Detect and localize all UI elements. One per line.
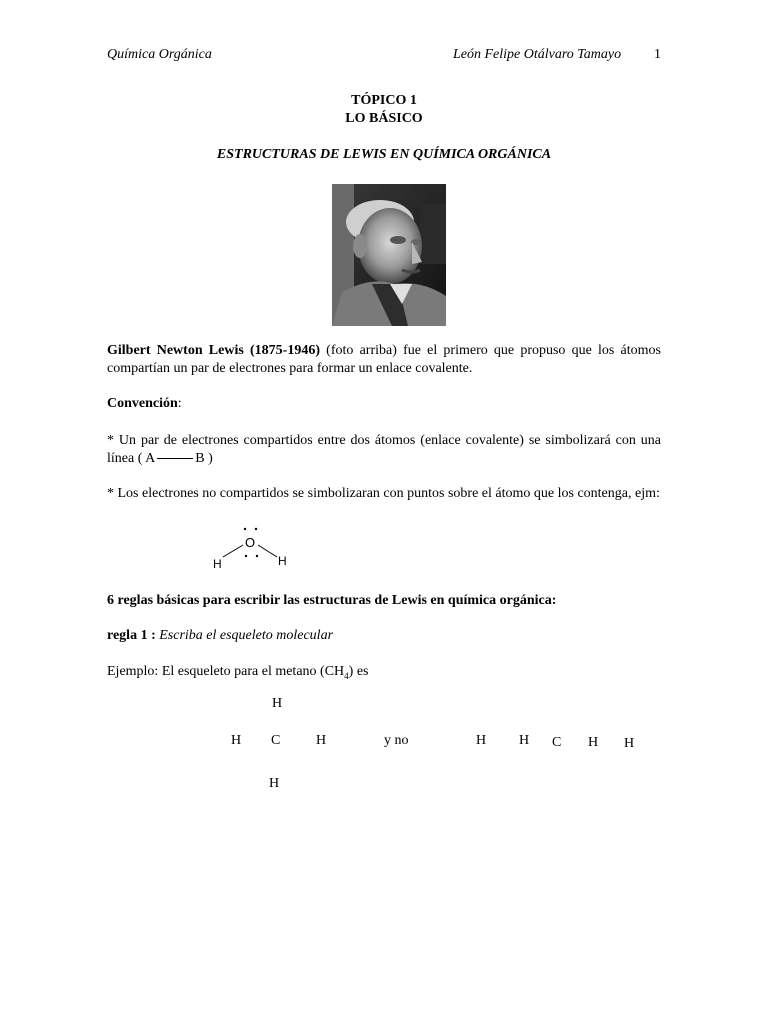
water-structure [205, 523, 295, 573]
wrong-skeleton-atom: C [552, 735, 562, 750]
convention-label: Convención [107, 396, 178, 411]
topic-title: TÓPICO 1 [351, 93, 417, 108]
methane-left-h: H [231, 733, 242, 748]
rule-1-text: Escriba el esqueleto molecular [159, 628, 334, 643]
rule-1 [107, 628, 333, 644]
methane-right-h: H [316, 733, 327, 748]
wrong-skeleton-atom: H [519, 733, 530, 748]
example-prefix: Ejemplo: El esqueleto para el metano (CH [107, 664, 345, 679]
convention-item-1-close: ) [208, 451, 213, 466]
bond-atom-b: B [195, 451, 205, 466]
example-suffix: ) es [348, 664, 369, 679]
water-oxygen: O [245, 535, 256, 550]
wrong-skeleton-atom: H [588, 735, 599, 750]
intro-text: (foto arriba) fue el primero que propuso que los átomos compartían un par de electrones para formar un enlace covalente. [107, 343, 661, 376]
water-h-left: H [213, 557, 222, 571]
topic-subtitle: LO BÁSICO [345, 111, 423, 126]
bond-atom-a: A [145, 451, 156, 466]
y-no-label: y no [384, 733, 409, 748]
water-h-right: H [278, 554, 287, 568]
wrong-skeleton-atom: H [476, 733, 487, 748]
rules-heading: 6 reglas básicas para escribir las estructuras de Lewis en química orgánica: [107, 593, 557, 608]
section-title: ESTRUCTURAS DE LEWIS EN QUÍMICA ORGÁNICA [216, 147, 552, 162]
convention-colon: : [177, 396, 182, 411]
example-subscript: 4 [344, 670, 349, 681]
methane-top-h: H [272, 696, 283, 711]
intro-paragraph [107, 342, 661, 378]
header-left: Química Orgánica [107, 47, 212, 62]
convention-heading [107, 396, 182, 412]
header-right: León Felipe Otálvaro Tamayo [453, 47, 622, 62]
bond-line [157, 458, 193, 459]
convention-item-1 [107, 432, 661, 468]
example-line [107, 664, 368, 681]
methane-bottom-h: H [269, 776, 280, 791]
portrait-photo [332, 184, 446, 326]
convention-item-2: * Los electrones no compartidos se simbolizaran con puntos sobre el átomo que los contenga, ejm: [107, 486, 660, 501]
lewis-name: Gilbert Newton Lewis (1875-1946) [107, 343, 320, 358]
convention-item-1-text: * Un par de electrones compartidos entre dos átomos (enlace covalente) se simbolizará con una línea ( [107, 433, 661, 466]
page-number: 1 [654, 47, 661, 62]
wrong-skeleton-atom: H [624, 736, 635, 751]
rule-1-label: regla 1 : [107, 628, 156, 643]
methane-carbon: C [271, 733, 281, 748]
